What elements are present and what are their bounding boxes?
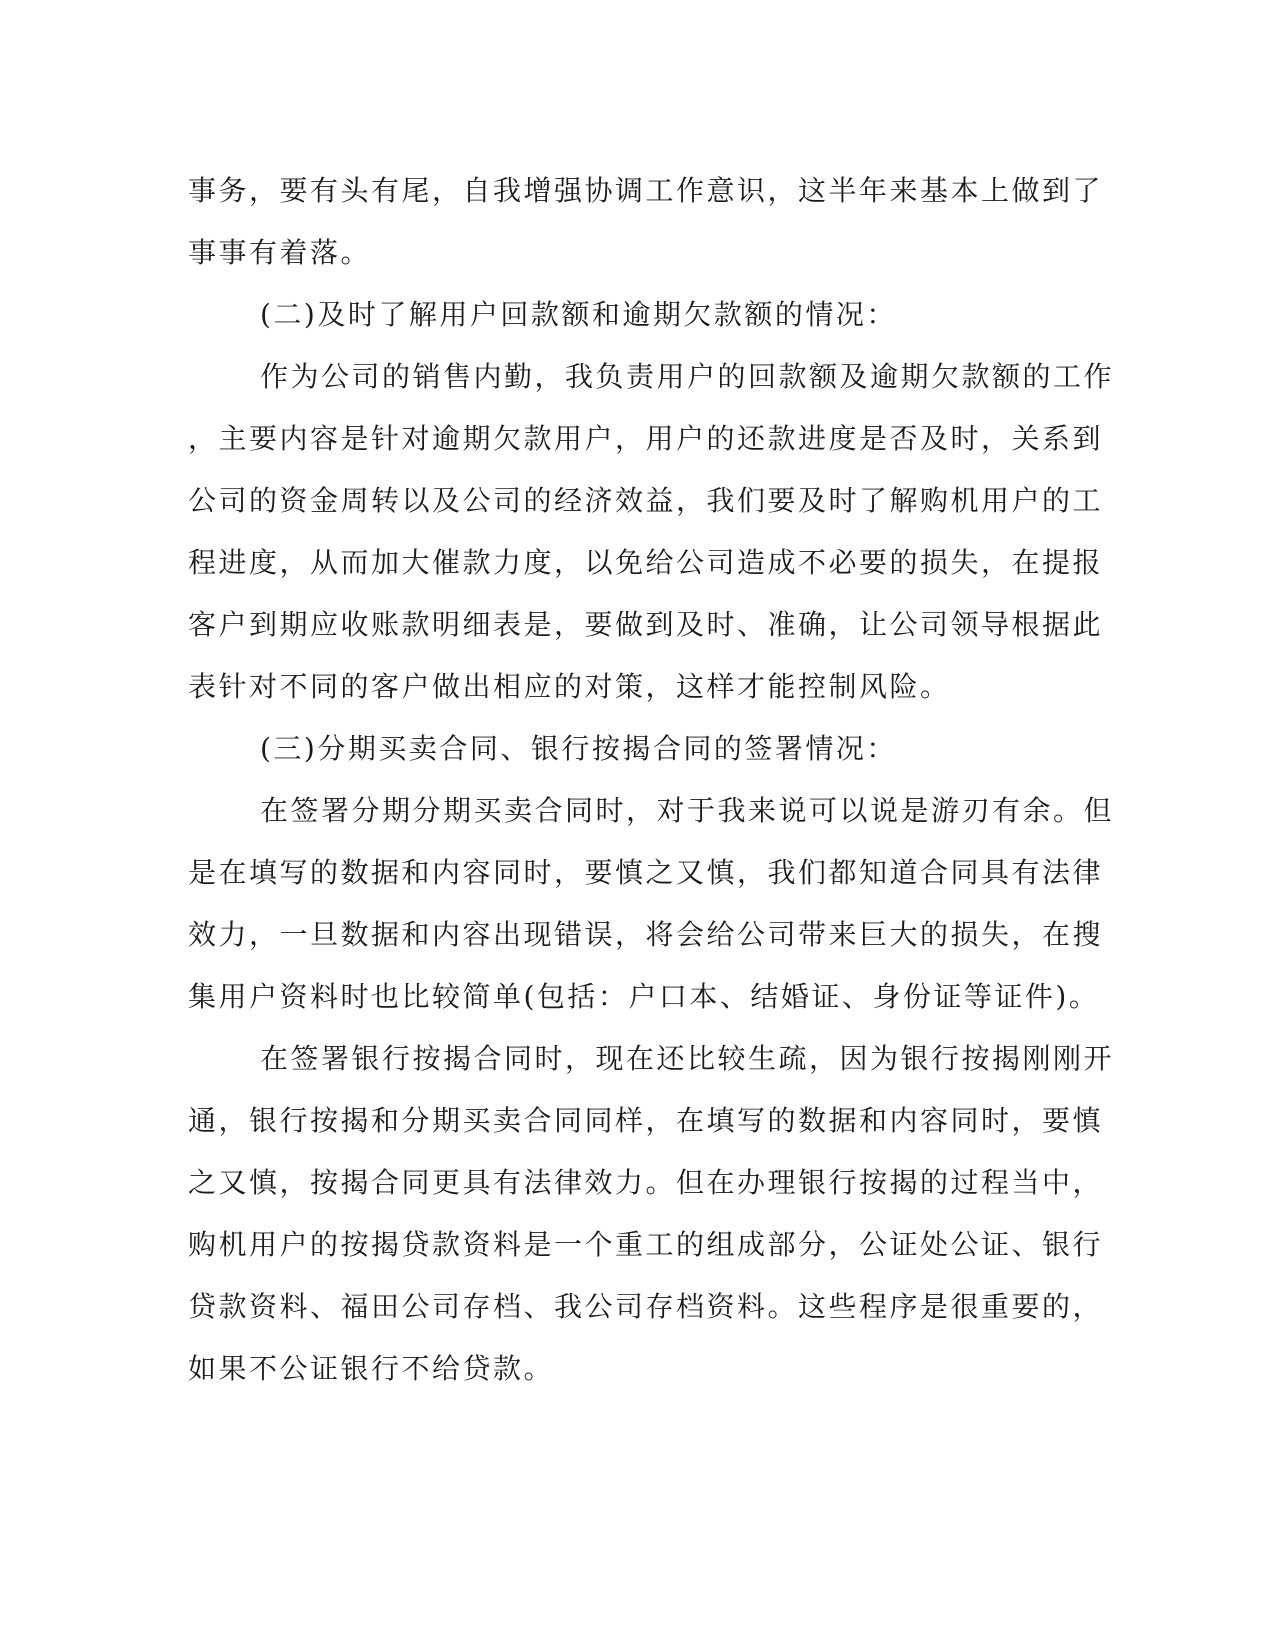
text-line-5: ，主要内容是针对逾期欠款用户，用户的还款进度是否及时，关系到: [188, 422, 1104, 455]
body-text: [188, 160, 1115, 1400]
text-line-16: 通，银行按揭和分期买卖合同同样，在填写的数据和内容同时，要慎: [188, 1104, 1104, 1137]
text-line-8: 客户到期应收账款明细表是，要做到及时、准确，让公司领导根据此: [188, 608, 1104, 641]
section-heading-3: (三)分期买卖合同、银行按揭合同的签署情况：: [260, 732, 897, 765]
text-line-1: 事务，要有头有尾，自我增强协调工作意识，这半年来基本上做到了: [188, 174, 1104, 207]
text-line-14: 集用户资料时也比较简单(包括：户口本、结婚证、身份证等证件)。: [188, 980, 1100, 1013]
text-line-17: 之又慎，按揭合同更具有法律效力。但在办理银行按揭的过程当中，: [188, 1166, 1104, 1199]
text-line-11: 在签署分期分期买卖合同时，对于我来说可以说是游刃有余。但: [260, 794, 1115, 827]
section-heading-2: (二)及时了解用户回款额和逾期欠款额的情况：: [260, 298, 897, 331]
text-line-19: 贷款资料、福田公司存档、我公司存档资料。这些程序是很重要的，: [188, 1290, 1104, 1323]
text-line-13: 效力，一旦数据和内容出现错误，将会给公司带来巨大的损失，在搜: [188, 918, 1104, 951]
text-line-18: 购机用户的按揭贷款资料是一个重工的组成部分，公证处公证、银行: [188, 1228, 1104, 1261]
text-line-4: 作为公司的销售内勤，我负责用户的回款额及逾期欠款额的工作: [260, 360, 1115, 393]
text-line-9: 表针对不同的客户做出相应的对策，这样才能控制风险。: [188, 670, 951, 703]
text-line-6: 公司的资金周转以及公司的经济效益，我们要及时了解购机用户的工: [188, 484, 1104, 517]
text-line-12: 是在填写的数据和内容同时，要慎之又慎，我们都知道合同具有法律: [188, 856, 1104, 889]
text-line-20: 如果不公证银行不给贷款。: [188, 1352, 555, 1385]
text-line-15: 在签署银行按揭合同时，现在还比较生疏，因为银行按揭刚刚开: [260, 1042, 1115, 1075]
text-line-7: 程进度，从而加大催款力度，以免给公司造成不必要的损失，在提报: [188, 546, 1104, 579]
text-line-2: 事事有着落。: [188, 236, 372, 269]
